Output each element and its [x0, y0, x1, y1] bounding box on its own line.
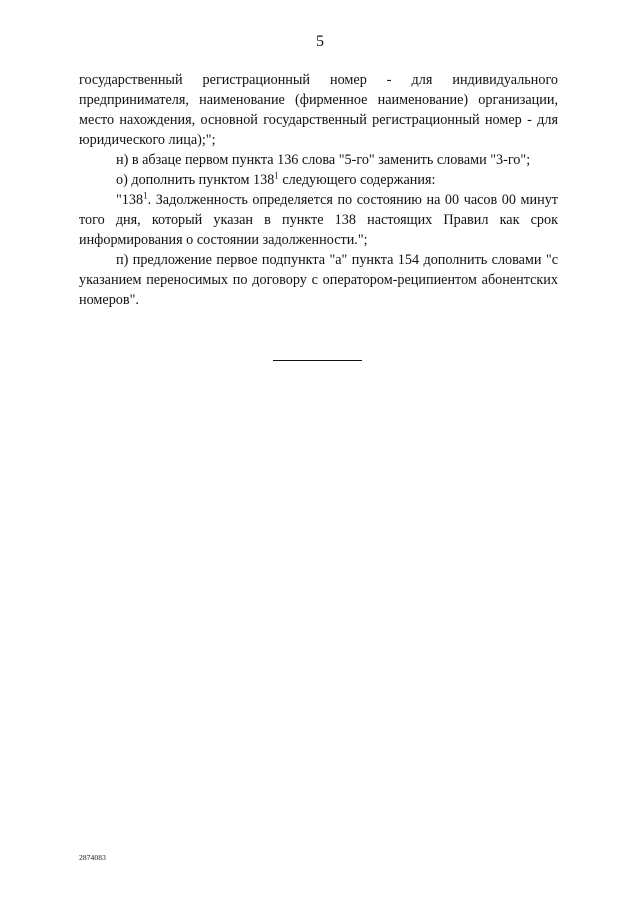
paragraph-item-o-tail: следующего содержания:	[278, 172, 436, 188]
paragraph-item-o	[79, 170, 558, 190]
document-body	[79, 70, 558, 310]
paragraph-item-n: н) в абзаце первом пункта 136 слова "5-го" заменить словами "3-го";	[116, 152, 531, 168]
document-code: 2874083	[79, 853, 106, 862]
paragraph-item-o-text: о) дополнить пунктом 138	[116, 172, 275, 188]
superscript-index: 1	[274, 170, 279, 181]
section-divider	[273, 360, 362, 361]
superscript-index: 1	[143, 190, 148, 201]
paragraph-item-p: п) предложение первое подпункта "а" пункта 154 дополнить словами "с указанием переносимых по договору с оператором-реципиентом абонентских номеров".	[79, 252, 558, 308]
paragraph-new-clause	[79, 190, 558, 250]
paragraph-new-clause-number: "138	[116, 192, 144, 208]
paragraph-continuation: государственный регистрационный номер - для индивидуального предпринимателя, наименование (фирменное наименование) организации, место нахождения, основной государственный регистрационный номер - для юридического лица);";	[79, 72, 558, 148]
paragraph-new-clause-text: . Задолженность определяется по состоянию на 00 часов 00 минут того дня, который указан в пункте 138 настоящих Правил как срок информирования о состоянии задолженности.";	[79, 192, 558, 248]
page-number: 5	[316, 33, 324, 50]
